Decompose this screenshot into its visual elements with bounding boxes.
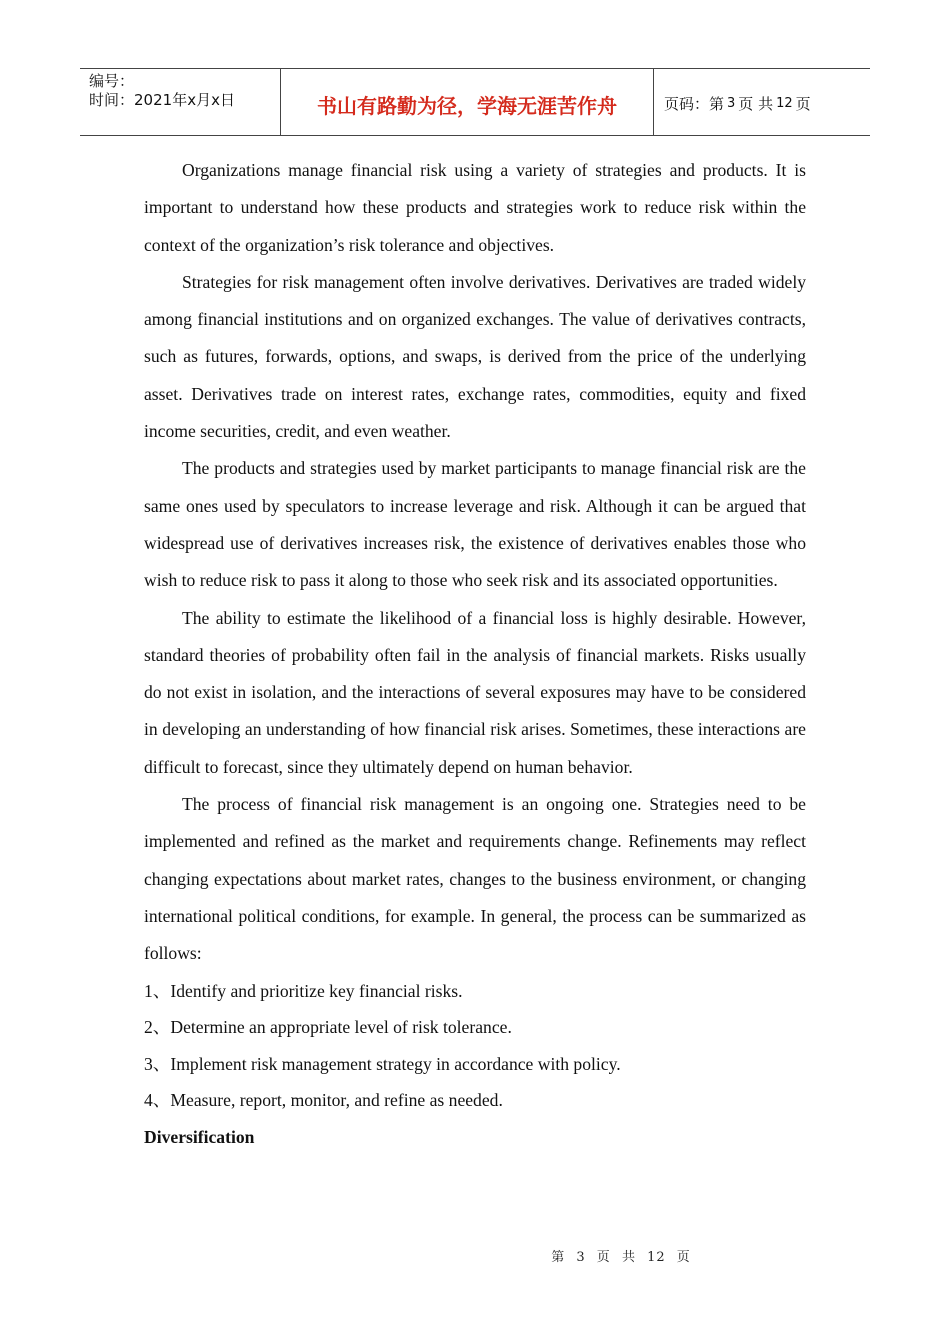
paragraph: The ability to estimate the likelihood of a financial loss is highly desirable. However, standard theories of probability often fail in the analysis of financial markets. Risks usually do not exist in isolation, and the interactions of several exposures may have to be considered in developing an understanding of how financial risk arises. Sometimes, these interactions are difficult to forecast, since they ultimately depend on human behavior. <box>144 607 806 777</box>
header-page-indicator <box>654 69 870 135</box>
paragraph: The products and strategies used by market participants to manage financial risk are the same ones used by speculators to increase leverage and risk. Although it can be argued that widespread use of derivatives increases risk, the existence of derivatives enables those who wish to reduce risk to pass it along to those who seek risk and its associated opportunities. <box>144 458 806 591</box>
document-body <box>144 152 806 1155</box>
step-item: 4、Measure, report, monitor, and refine as needed. <box>144 1090 503 1111</box>
footer-total: 12 <box>647 1250 666 1265</box>
footer-suffix: 页 <box>676 1250 691 1265</box>
page-footer <box>0 1246 950 1265</box>
page-suffix: 页 <box>795 94 811 113</box>
step-item: 3、Implement risk management strategy in accordance with policy. <box>144 1053 621 1074</box>
step-item: 1、Identify and prioritize key financial risks. <box>144 980 463 1001</box>
footer-current: 3 <box>576 1250 586 1265</box>
section-heading: Diversification <box>144 1126 255 1147</box>
date-line <box>89 91 280 110</box>
footer-prefix: 第 <box>551 1250 566 1265</box>
serial-label: 编号： <box>89 72 135 90</box>
footer-mid2: 共 <box>621 1250 636 1265</box>
header-meta-cell <box>80 69 281 135</box>
paragraph: The process of financial risk management is an ongoing one. Strategies need to be implemented and refined as the market and requirements change. Refinements may reflect changing expectations about market rates, changes to the business environment, or changing international political conditions, for example. In general, the process can be summarized as follows: <box>144 794 806 964</box>
page-total: 12 <box>776 95 793 111</box>
step-item: 2、Determine an appropriate level of risk tolerance. <box>144 1017 512 1038</box>
page-mid: 页 共 <box>738 94 774 113</box>
document-header <box>80 68 870 136</box>
footer-mid1: 页 <box>596 1250 611 1265</box>
header-motto: 书山有路勤为径，学海无涯苦作舟 <box>281 69 654 135</box>
paragraph: Strategies for risk management often involve derivatives. Derivatives are traded widely among financial institutions and on organized exchanges. The value of derivatives contracts, such as futures, forwards, options, and swaps, is derived from the price of the underlying asset. Derivatives trade on interest rates, exchange rates, commodities, equity and fixed income securities, credit, and even weather. <box>144 271 806 442</box>
page-prefix: 页码：第 <box>664 94 725 113</box>
paragraph: Organizations manage financial risk using a variety of strategies and products. It is important to understand how these products and strategies work to reduce risk within the context of the organization’s risk tolerance and objectives. <box>144 160 806 255</box>
page-current: 3 <box>727 95 736 111</box>
date-label: 时间： <box>89 91 135 109</box>
date-value: 2021年x月x日 <box>134 91 235 109</box>
